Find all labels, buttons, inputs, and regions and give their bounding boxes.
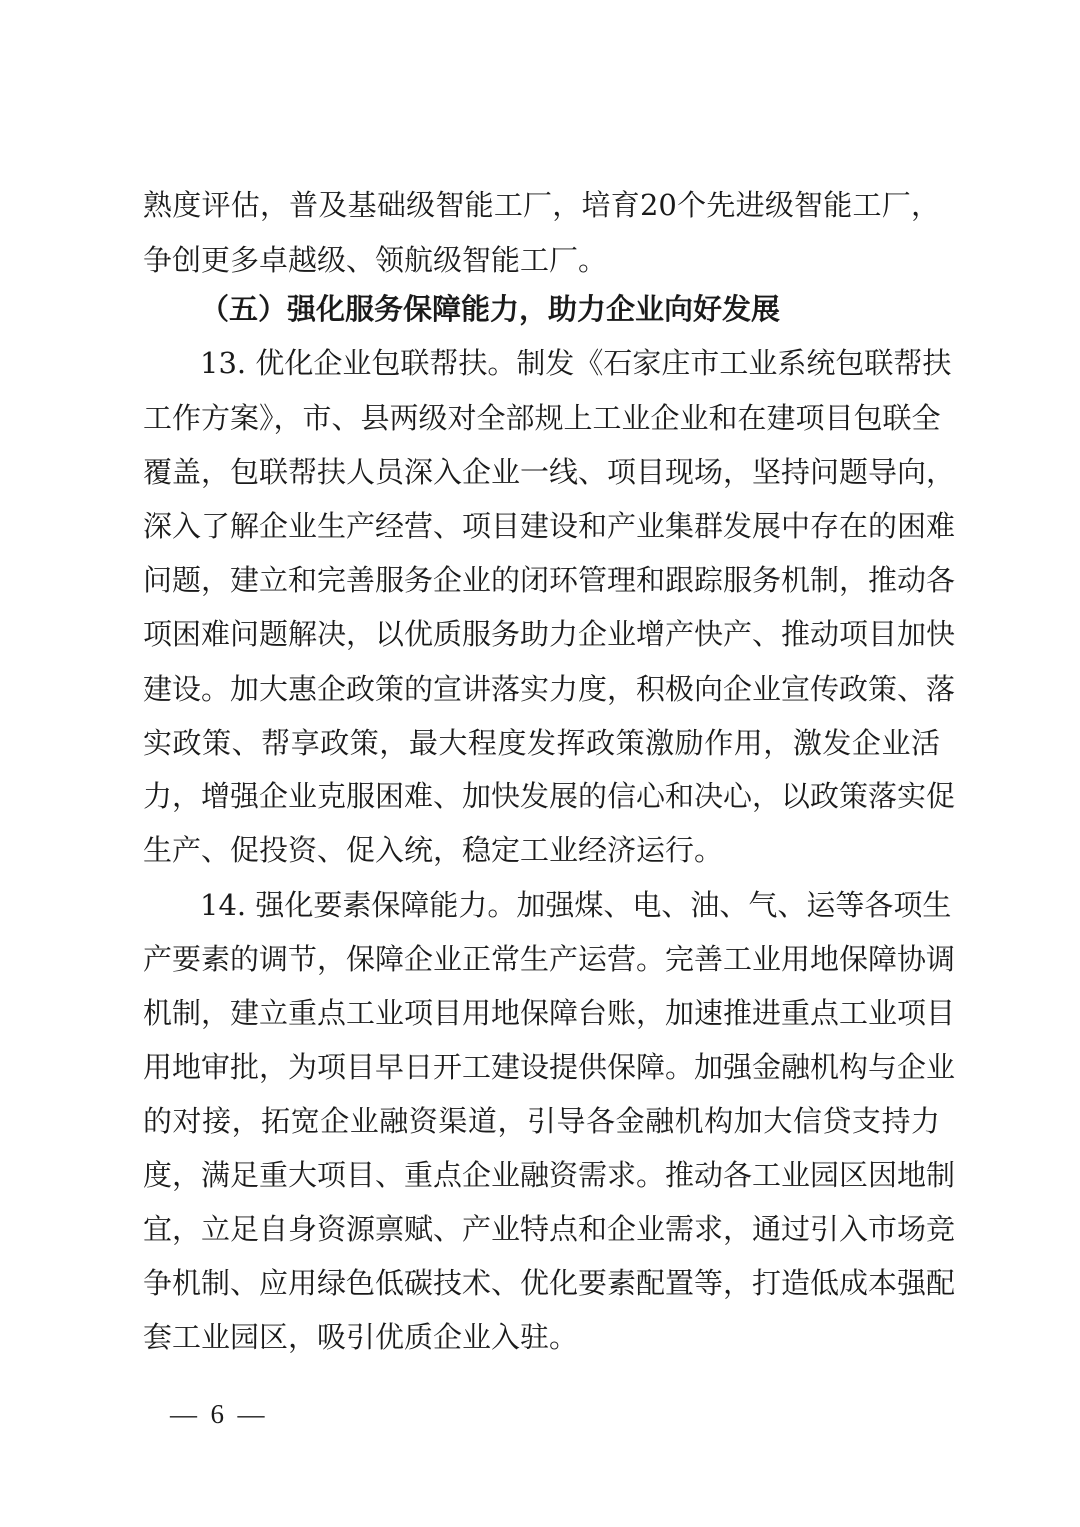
body-text-line: 熟度评估，普及基础级智能工厂，培育20个先进级智能工厂， (143, 188, 940, 222)
paragraph-first-line: 14. 强化要素保障能力。加强煤、电、油、气、运等各项生 (200, 888, 952, 922)
body-text-line: 问题，建立和完善服务企业的闭环管理和跟踪服务机制，推动各 (143, 563, 956, 597)
section-heading: （五）强化服务保障能力，助力企业向好发展 (200, 292, 781, 326)
body-text-line: 用地审批，为项目早日开工建设提供保障。加强金融机构与企业 (143, 1050, 956, 1084)
body-text-line: 力，增强企业克服困难、加快发展的信心和决心，以政策落实促 (143, 779, 956, 813)
body-text-line: 度，满足重大项目、重点企业融资需求。推动各工业园区因地制 (143, 1158, 956, 1192)
body-text-line: 项困难问题解决，以优质服务助力企业增产快产、推动项目加快 (143, 617, 956, 651)
body-text-line: 产要素的调节，保障企业正常生产运营。完善工业用地保障协调 (143, 942, 956, 976)
body-text-line: 实政策、帮享政策，最大程度发挥政策激励作用，激发企业活 (143, 726, 940, 760)
body-text-line: 建设。加大惠企政策的宣讲落实力度，积极向企业宣传政策、落 (143, 672, 956, 706)
body-text-line: 争创更多卓越级、领航级智能工厂。 (143, 243, 608, 277)
body-text-line: 工作方案》，市、县两级对全部规上工业企业和在建项目包联全 (143, 401, 941, 435)
body-text-line: 争机制、应用绿色低碳技术、优化要素配置等，打造低成本强配 (143, 1266, 956, 1300)
page-number: — 6 — (170, 1399, 265, 1429)
body-text-line: 套工业园区，吸引优质企业入驻。 (143, 1320, 579, 1354)
body-text-line: 覆盖，包联帮扶人员深入企业一线、项目现场，坚持问题导向， (143, 455, 956, 489)
body-text-line: 生产、促投资、促入统，稳定工业经济运行。 (143, 833, 724, 867)
body-text-line: 机制，建立重点工业项目用地保障台账，加速推进重点工业项目 (143, 996, 956, 1030)
body-text-line: 宜，立足自身资源禀赋、产业特点和企业需求，通过引入市场竞 (143, 1212, 956, 1246)
body-text-line: 的对接，拓宽企业融资渠道，引导各金融机构加大信贷支持力 (143, 1104, 940, 1138)
paragraph-first-line: 13. 优化企业包联帮扶。制发《石家庄市工业系统包联帮扶 (200, 346, 952, 380)
body-text-line: 深入了解企业生产经营、项目建设和产业集群发展中存在的困难 (143, 509, 956, 543)
